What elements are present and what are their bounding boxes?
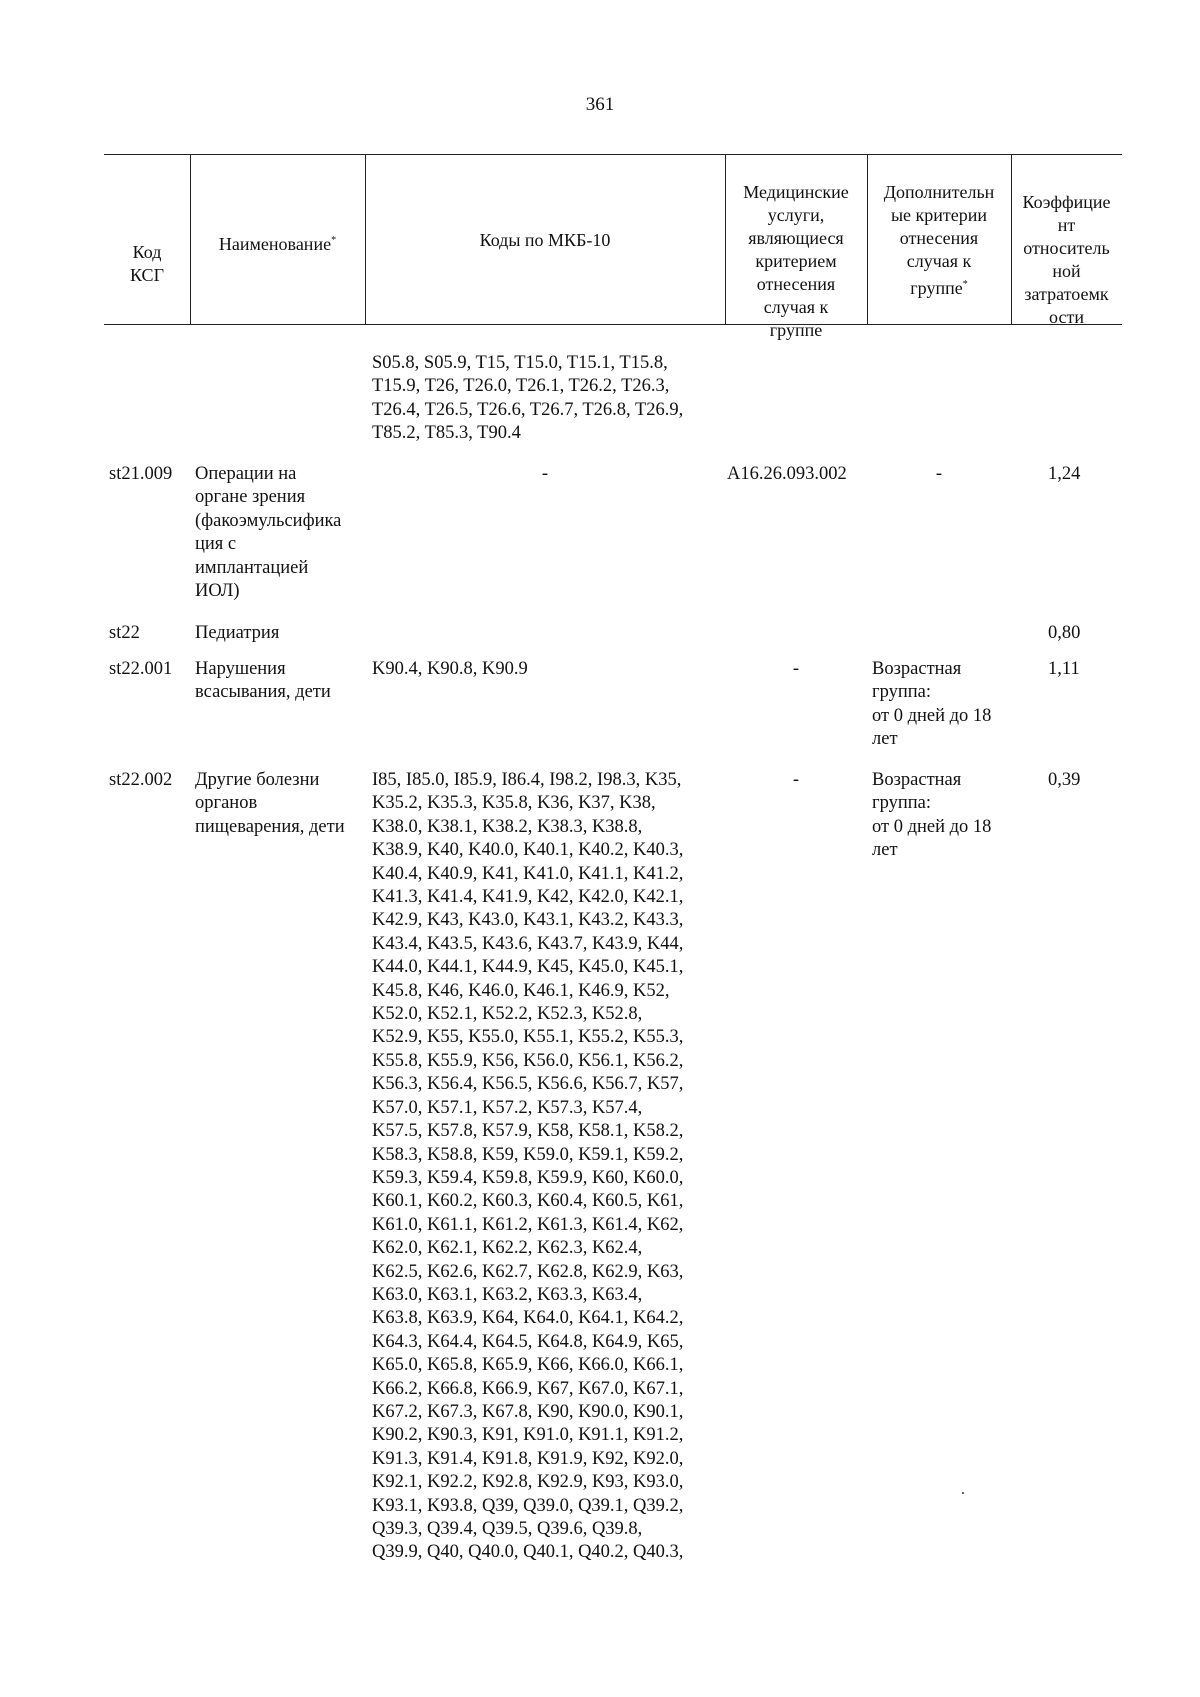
footnote-mark: *: [962, 279, 968, 290]
cell-services: A16.26.093.002: [727, 464, 847, 484]
cell-name: Нарушения всасывания, дети: [195, 659, 331, 703]
cell-mkb: S05.8, S05.9, T15, T15.0, T15.1, T15.8, T15.9, T26, T26.0, T26.1, T26.2, T26.3, T26.4, T26.5, T26.6, T26.7, T26.8, T26.9, T85.2, T85.3, T90.4: [372, 353, 684, 444]
header-criteria: [867, 181, 1011, 300]
header-services: [725, 158, 867, 342]
header-mkb-text: Коды по МКБ-10: [479, 230, 611, 250]
header-criteria-text: Дополнительн ые критерии отнесения случая к группе: [883, 182, 995, 298]
cell-services: -: [792, 770, 800, 790]
cell-coef: 1,24: [1048, 464, 1081, 484]
cell-code: st21.009: [109, 464, 173, 484]
cell-code: st22: [109, 623, 140, 643]
page-number: 361: [585, 94, 615, 115]
header-coef: [1011, 168, 1122, 329]
cell-criteria: Возрастная группа: от 0 дней до 18 лет: [872, 659, 992, 750]
header-code: [104, 218, 190, 287]
header-mkb: [365, 229, 725, 252]
cell-mkb: I85, I85.0, I85.9, I86.4, I98.2, I98.3, K35, K35.2, K35.3, K35.8, K36, K37, K38, K38.0, K38.1, K38.2, K38.3, K38.8, K38.9, K40, K40.0, K40.1, K40.2, K40.3, K40.4, K40.9, K41, K41.0, K41.1, K41.2, K41.3, K41.4, K41.9, K42, K42.0, K42.1, K42.9, K43, K43.0, K43.1, K43.2, K43.3, K43.4, K43.5, K43.6, K43.7, K43.9, K44, K44.0, K44.1, K44.9, K45, K45.0, K45.1, K45.8, K46, K46.0, K46.1, K46.9, K52, K52.0, K52.1, K52.2, K52.3, K52.8, K52.9, K55, K55.0, K55.1, K55.2, K55.3, K55.8, K55.9, K56, K56.0, K56.1, K56.2, K56.3, K56.4, K56.5, K56.6, K56.7, K57, K57.0, K57.1, K57.2, K57.3, K57.4, K57.5, K57.8, K57.9, K58, K58.1, K58.2, K58.3, K58.8, K59, K59.0, K59.1, K59.2, K59.3, K59.4, K59.8, K59.9, K60, K60.0, K60.1, K60.2, K60.3, K60.4, K60.5, K61, K61.0, K61.1, K61.2, K61.3, K61.4, K62, K62.0, K62.1, K62.2, K62.3, K62.4, K62.5, K62.6, K62.7, K62.8, K62.9, K63, K63.0, K63.1, K63.2, K63.3, K63.4, K63.8, K63.9, K64, K64.0, K64.1, K64.2, K64.3, K64.4, K64.5, K64.8, K64.9, K65, K65.0, K65.8, K65.9, K66, K66.0, K66.1, K66.2, K66.8, K66.9, K67, K67.0, K67.1, K67.2, K67.3, K67.8, K90, K90.0, K90.1, K90.2, K90.3, K91, K91.0, K91.1, K91.2, K91.3, K91.4, K91.8, K91.9, K92, K92.0, K92.1, K92.2, K92.8, K92.9, K93, K93.0, K93.1, K93.8, Q39, Q39.0, Q39.1, Q39.2, Q39.3, Q39.4, Q39.5, Q39.6, Q39.8, Q39.9, Q40, Q40.0, Q40.1, Q40.2, Q40.3,: [372, 770, 684, 1563]
cell-mkb: -: [541, 464, 549, 484]
header-code-text: Код КСГ: [130, 242, 164, 285]
cell-coef: 1,11: [1048, 659, 1080, 679]
cell-code: st22.001: [109, 659, 173, 679]
header-top-rule: [104, 154, 1122, 155]
cell-name: Педиатрия: [195, 623, 280, 643]
cell-services: -: [792, 659, 800, 679]
cell-coef: 0,80: [1048, 623, 1081, 643]
cell-coef: 0,39: [1048, 770, 1081, 790]
header-coef-text: Коэффицие нт относитель ной затратоемк ости: [1022, 192, 1111, 327]
header-name: [190, 229, 365, 256]
header-name-text: Наименование: [218, 234, 332, 254]
cell-mkb: K90.4, K90.8, K90.9: [372, 659, 528, 679]
header-bottom-rule: [104, 324, 1122, 325]
scan-speck: [962, 1492, 964, 1494]
cell-criteria: -: [935, 464, 943, 484]
header-services-text: Медицинские услуги, являющиеся критерием отнесения случая к группе: [743, 182, 849, 340]
footnote-mark: *: [331, 235, 337, 246]
cell-name: Другие болезни органов пищеварения, дети: [195, 770, 345, 837]
cell-criteria: Возрастная группа: от 0 дней до 18 лет: [872, 770, 992, 861]
cell-code: st22.002: [109, 770, 173, 790]
cell-name: Операции на органе зрения (факоэмульсифика ция с имплантацией ИОЛ): [195, 464, 342, 602]
